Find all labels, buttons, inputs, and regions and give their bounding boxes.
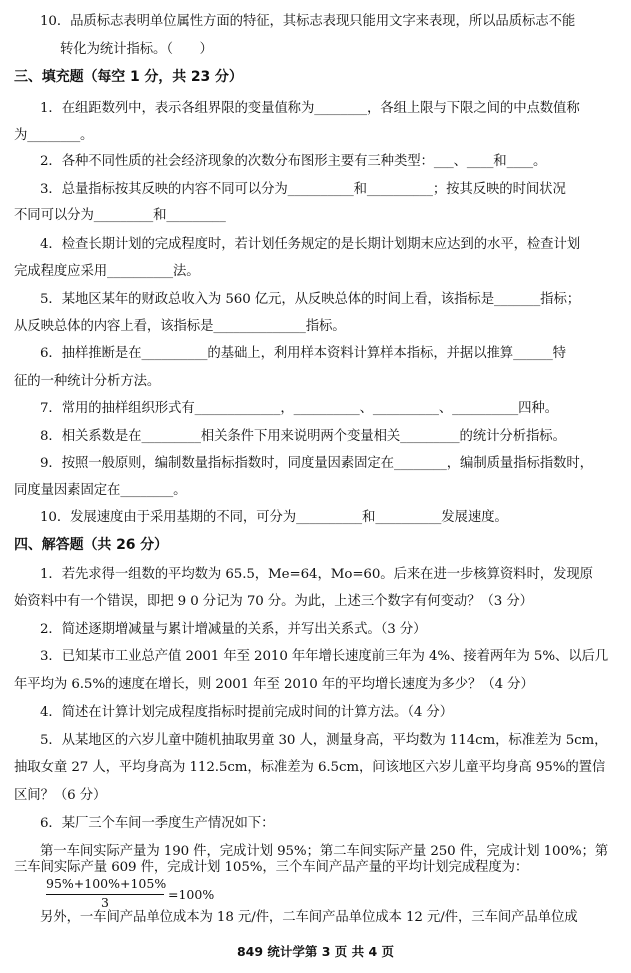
formula-denominator: 3 — [101, 895, 109, 910]
answer-1-line-1: 1．若先求得一组数的平均数为 65.5，Me=64，Mo=60。后来在进一步核算资料时，发现原 — [40, 567, 593, 582]
answer-2: 2．简述逐期增减量与累计增减量的关系，并写出关系式。（3 分） — [40, 622, 427, 637]
formula-numerator: 95%+100%+105% — [46, 876, 167, 891]
section-4-heading: 四、解答题（共 26 分） — [14, 537, 168, 553]
answer-4: 4．简述在计算计划完成程度指标时提前完成时间的计算方法。（4 分） — [40, 705, 454, 720]
fill-6-line-1: 6．抽样推断是在__________的基础上，利用样本资料计算样本指标，并据以推算______特 — [40, 346, 566, 361]
average-formula — [46, 876, 166, 910]
fill-1-line-2: 为________。 — [14, 128, 94, 143]
section-3-heading: 三、填充题（每空 1 分，共 23 分） — [14, 69, 243, 85]
fill-4-line-2: 完成程度应采用__________法。 — [14, 264, 200, 279]
fill-9-line-2: 同度量因素固定在________。 — [14, 483, 187, 498]
answer-3-line-2: 年平均为 6.5%的速度在增长，则 2001 年至 2010 年的平均增长速度为多少？（4 分） — [14, 677, 534, 692]
answer-5-line-3: 区间？（6 分） — [14, 788, 107, 803]
fill-5-line-2: 从反映总体的内容上看，该指标是______________指标。 — [14, 319, 346, 334]
fill-3-line-2: 不同可以分为_________和_________ — [14, 208, 226, 223]
page-footer: 849 统计学第 3 页 共 4 页 — [236, 944, 395, 959]
fill-4-line-1: 4．检查长期计划的完成程度时，若计划任务规定的是长期计划期末应达到的水平，检查计划 — [40, 237, 581, 252]
fill-6-line-2: 征的一种统计分析方法。 — [14, 374, 161, 389]
formula-result: =100% — [168, 887, 215, 902]
q10-line-2: 转化为统计指标。（ ） — [60, 42, 213, 57]
answer-6-line-3: 另外，一车间产品单位成本为 18 元/件，二车间产品单位成本 12 元/件，三车间产品单位成 — [40, 910, 578, 925]
fill-9-line-1: 9．按照一般原则，编制数量指标指数时，同度量因素固定在________，编制质量指标指数时， — [40, 456, 593, 471]
fill-10: 10．发展速度由于采用基期的不同，可分为__________和__________发展速度。 — [40, 510, 508, 525]
answer-6: 6．某厂三个车间一季度生产情况如下： — [40, 816, 275, 831]
answer-5-line-2: 抽取女童 27 人，平均身高为 112.5cm，标准差为 6.5cm，问该地区六岁儿童平均身高 95%的置信 — [14, 760, 606, 775]
q10-line-1: 10．品质标志表明单位属性方面的特征，其标志表现只能用文字来表现，所以品质标志不能 — [40, 14, 576, 29]
fill-8: 8．相关系数是在_________相关条件下用来说明两个变量相关_________的统计分析指标。 — [40, 429, 566, 444]
answer-3-line-1: 3．已知某市工业总产值 2001 年至 2010 年年增长速度前三年为 4%、接着两年为 5%、以后几 — [40, 649, 609, 664]
answer-6-line-1: 第一车间实际产量为 190 件，完成计划 95%；第二车间实际产量 250 件，完成计划 100%；第 — [40, 844, 609, 859]
fill-7: 7．常用的抽样组织形式有_____________，__________、__________、__________四种。 — [40, 401, 558, 416]
answer-1-line-2: 始资料中有一个错误，即把 9 0 分记为 70 分。为此，上述三个数字有何变动？（3 分） — [14, 594, 533, 609]
fill-1-line-1: 1．在组距数列中，表示各组界限的变量值称为________，各组上限与下限之间的中点数值称 — [40, 101, 580, 116]
fill-2: 2．各种不同性质的社会经济现象的次数分布图形主要有三种类型：___、____和____。 — [40, 154, 547, 169]
answer-5-line-1: 5．从某地区的六岁儿童中随机抽取男童 30 人，测量身高，平均数为 114cm，标准差为 5cm， — [40, 733, 608, 748]
answer-6-line-2: 三车间实际产量 609 件，完成计划 105%，三个车间产品产量的平均计划完成程度为： — [14, 860, 529, 875]
fill-5-line-1: 5．某地区某年的财政总收入为 560 亿元，从反映总体的时间上看，该指标是_______指标； — [40, 292, 581, 307]
fill-3-line-1: 3．总量指标按其反映的内容不同可以分为__________和__________；按其反映的时间状况 — [40, 182, 566, 197]
